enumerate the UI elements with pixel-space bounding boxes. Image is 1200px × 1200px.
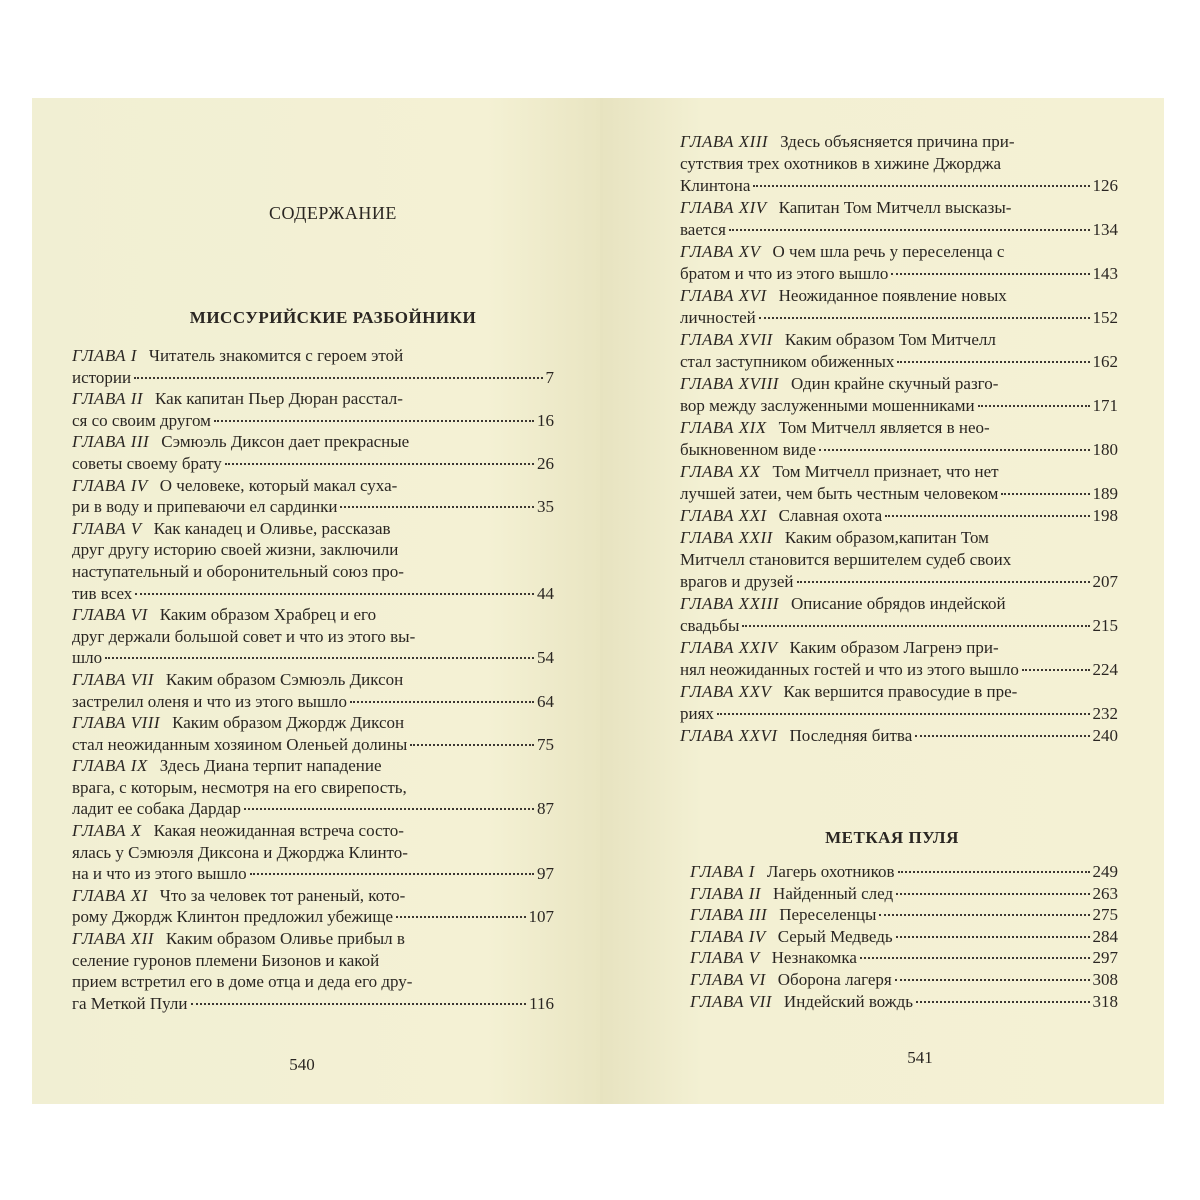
chapter-title-line: нял неожиданных гостей и что из этого вышло [680,660,1019,679]
chapter-title-line: Здесь Диана терпит нападение [159,756,382,776]
toc-entry [72,669,554,712]
chapter-label: ГЛАВА IX [72,756,148,776]
page-ref: 249 [1092,862,1118,881]
toc-entry [72,388,554,431]
toc-entry [680,593,1118,637]
dot-leader [717,713,1090,715]
page-ref: 162 [1092,352,1118,371]
page-ref: 240 [1092,726,1118,745]
toc-list-left [72,345,554,1014]
chapter-title-line: Славная охота [778,506,883,525]
dot-leader [797,581,1090,583]
chapter-title-line: врагов и друзей [680,572,794,591]
dot-leader [753,185,1089,187]
chapter-title-line: Здесь объясняется причина при- [780,132,1015,151]
toc-entry [680,637,1118,681]
chapter-title-line: друг держали большой совет и что из этого вы- [72,626,416,646]
chapter-title-line: О человеке, который макал суха- [159,475,398,495]
left-page [32,98,600,1104]
toc-entry [72,475,554,518]
toc-entry [72,928,554,1014]
dot-leader [1022,669,1090,671]
toc-entry [72,712,554,755]
chapter-label: ГЛАВА IV [72,475,148,495]
chapter-label: ГЛАВА XII [72,929,154,949]
page-ref: 152 [1092,308,1118,327]
page-ref: 318 [1092,991,1118,1011]
toc-entry [680,417,1118,461]
toc-entry [72,820,554,885]
chapter-title-line: Каким образом Оливье прибыл в [165,929,405,949]
chapter-label: ГЛАВА V [72,518,142,538]
dot-leader [895,979,1090,981]
toc-entry [72,518,554,604]
chapter-title-line: наступательный и оборонительный союз про- [72,561,404,581]
toc-entry [680,461,1118,505]
chapter-title-line: Незнакомка [771,948,857,968]
chapter-label: ГЛАВА VII [690,991,772,1011]
chapter-title-line: тив всех [72,583,133,603]
dot-leader [105,657,534,659]
chapter-title-line: Найденный след [773,883,894,903]
chapter-title-line: О чем шла речь у переселенца с [772,242,1005,261]
page-ref: 44 [537,583,554,603]
chapter-title-line: лучшей затеи, чем быть честным человеком [680,484,999,503]
dot-leader [214,420,534,422]
chapter-label: ГЛАВА XVIII [680,374,779,393]
page-ref: 75 [537,734,554,754]
page-ref: 64 [537,691,554,711]
toc-entry [680,505,1118,527]
toc-entry [690,861,1118,883]
chapter-label: ГЛАВА XXI [680,506,767,525]
chapter-label: ГЛАВА II [690,883,762,903]
chapter-title-line: ладит ее собака Дардар [72,799,241,819]
chapter-title-line: рому Джордж Клинтон предложил убежище [72,907,394,927]
page-ref: 284 [1092,926,1118,946]
page-ref: 26 [537,453,554,473]
dot-leader [729,229,1090,231]
chapter-label: ГЛАВА XVI [680,286,767,305]
chapter-title-line: Переселенцы [779,905,877,925]
right-page [600,98,1164,1104]
toc-entry [680,241,1118,285]
book-title-missouri: МИССУРИЙСКИЕ РАЗБОЙНИКИ [189,308,477,327]
chapter-title-line: вается [680,220,726,239]
chapter-title-line: селение гуронов племени Бизонов и какой [72,950,380,970]
chapter-title-line: Один крайне скучный разго- [790,374,999,393]
chapter-title-line: Неожиданное появление новых [778,286,1007,305]
chapter-label: ГЛАВА I [690,862,755,881]
chapter-title-line: братом и что из этого вышло [680,264,889,283]
chapter-title-line: быкновенном виде [680,440,817,459]
chapter-label: ГЛАВА I [72,346,137,365]
chapter-label: ГЛАВА XXVI [680,726,778,745]
chapter-label: ГЛАВА XIII [680,132,769,151]
dot-leader [410,744,534,746]
chapter-title-line: стал заступником обиженных [680,352,895,371]
page-ref: 35 [537,497,554,517]
page-ref: 207 [1092,572,1118,591]
contents-title: СОДЕРЖАНИЕ [269,203,397,223]
toc-entry [680,329,1118,373]
dot-leader [135,593,534,595]
chapter-label: ГЛАВА XXIII [680,594,779,613]
dot-leader [350,701,534,703]
dot-leader [885,515,1089,517]
toc-entry [690,926,1118,948]
dot-leader [340,506,534,508]
dot-leader [896,936,1090,938]
page-ref: 97 [537,864,554,884]
page-ref: 263 [1092,883,1118,903]
chapter-title-line: Как вершится правосудие в пре- [783,682,1018,701]
toc-list-right [680,131,1118,747]
chapter-title-line: Каким образом Храбрец и его [159,605,377,625]
toc-entry [72,755,554,820]
chapter-title-line: друг другу историю своей жизни, заключили [72,540,399,560]
toc-entry [690,947,1118,969]
chapter-title-line: шло [72,648,103,668]
chapter-label: ГЛАВА VI [72,605,148,625]
toc-entry [690,883,1118,905]
page-ref: 297 [1092,948,1118,968]
chapter-title-line: Том Митчелл признает, что нет [772,462,999,481]
dot-leader [898,871,1090,873]
chapter-title-line: Каким образом Том Митчелл [784,330,996,349]
chapter-title-line: вор между заслуженными мошенниками [680,396,975,415]
chapter-title-line: риях [680,704,714,723]
dot-leader [759,317,1090,319]
page-ref: 215 [1092,616,1118,635]
chapter-title-line: Капитан Том Митчелл высказы- [778,198,1012,217]
page-ref: 107 [528,907,554,927]
page-number-left: 540 [289,1055,315,1074]
chapter-title-line: Каким образом Джордж Диксон [172,713,405,733]
chapter-label: ГЛАВА VIII [72,713,161,733]
dot-leader [134,377,542,379]
chapter-label: ГЛАВА XX [680,462,761,481]
chapter-title-line: Митчелл становится вершителем судеб своих [680,550,1012,569]
chapter-title-line: ялась у Сэмюэля Диксона и Джорджа Клинто- [72,842,408,862]
dot-leader [819,449,1089,451]
chapter-label: ГЛАВА XV [680,242,761,261]
toc-entry [680,131,1118,197]
chapter-title-line: Каким образом Сэмюэль Диксон [165,669,404,689]
page-ref: 275 [1092,905,1118,925]
chapter-title-line: Лагерь охотников [766,862,895,881]
chapter-label: ГЛАВА XI [72,885,148,905]
toc-entry [690,969,1118,991]
chapter-label: ГЛАВА VII [72,669,154,689]
dot-leader [244,808,534,810]
page-ref: 198 [1092,506,1118,525]
dot-leader [978,405,1090,407]
page-ref: 143 [1092,264,1118,283]
chapter-title-line: Каким образом Лагренэ при- [789,638,999,657]
page-ref: 87 [537,799,554,819]
chapter-title-line: сутствия трех охотников в хижине Джорджа [680,154,1002,173]
page-ref: 232 [1092,704,1118,723]
chapter-title-line: советы своему брату [72,453,222,473]
chapter-label: ГЛАВА XIX [680,418,767,437]
chapter-title-line: га Меткой Пули [72,993,188,1013]
chapter-label: ГЛАВА III [690,905,768,925]
chapter-title-line: Каким образом,капитан Том [784,528,989,547]
page-number-right: 541 [907,1048,933,1067]
page-ref: 189 [1092,484,1118,503]
page-ref: 7 [545,367,554,387]
chapter-title-line: личностей [680,308,756,327]
chapter-title-line: Описание обрядов индейской [790,594,1006,613]
page-ref: 126 [1092,176,1118,195]
chapter-title-line: истории [72,367,132,387]
dot-leader [879,914,1089,916]
book-title-metkaya-pulya: МЕТКАЯ ПУЛЯ [825,828,959,847]
chapter-title-line: Какая неожиданная встреча состо- [153,821,404,841]
dot-leader [225,463,534,465]
chapter-title-line: Как канадец и Оливье, рассказав [153,518,391,538]
chapter-title-line: Серый Медведь [777,926,893,946]
page-ref: 134 [1092,220,1118,239]
chapter-title-line: Оборона лагеря [777,969,892,989]
toc-entry [72,345,554,388]
chapter-label: ГЛАВА III [72,432,150,452]
chapter-title-line: ся со своим другом [72,410,211,430]
toc-entry [72,604,554,669]
toc-entry [72,885,554,928]
page-ref: 171 [1092,396,1118,415]
dot-leader [860,957,1090,959]
chapter-title-line: Индейский вождь [783,991,913,1011]
dot-leader [915,735,1089,737]
toc-entry [690,991,1118,1013]
chapter-label: ГЛАВА X [72,821,142,841]
dot-leader [396,916,525,918]
page-ref: 180 [1092,440,1118,459]
chapter-title-line: прием встретил его в доме отца и деда его дру- [72,972,413,992]
toc-entry [680,527,1118,593]
toc-entry [690,904,1118,926]
chapter-title-line: стал неожиданным хозяином Оленьей долины [72,734,408,754]
page-ref: 116 [529,993,554,1013]
dot-leader [896,893,1089,895]
page-ref: 224 [1092,660,1118,679]
dot-leader [897,361,1089,363]
toc-entry [72,431,554,474]
dot-leader [191,1003,527,1005]
chapter-title-line: врага, с которым, несмотря на его свирепость, [72,777,407,797]
dot-leader [916,1001,1090,1003]
chapter-title-line: ри в воду и припеваючи ел сардинки [72,497,338,517]
chapter-label: ГЛАВА XIV [680,198,767,217]
toc-entry [680,681,1118,725]
chapter-title-line: Сэмюэль Диксон дает прекрасные [161,432,410,452]
toc-entry [680,285,1118,329]
toc-entry [680,373,1118,417]
chapter-title-line: Что за человек тот раненый, кото- [159,885,406,905]
dot-leader [742,625,1089,627]
chapter-label: ГЛАВА II [72,389,144,409]
chapter-title-line: Как капитан Пьер Дюран расстал- [155,389,403,409]
chapter-label: ГЛАВА VI [690,969,766,989]
chapter-label: ГЛАВА V [690,948,760,968]
chapter-title-line: на и что из этого вышло [72,864,247,884]
toc-list-metkaya-pulya [690,861,1118,1012]
chapter-title-line: Последняя битва [789,726,913,745]
chapter-title-line: Клинтона [680,176,751,195]
dot-leader [891,273,1089,275]
toc-entry [680,197,1118,241]
chapter-title-line: Том Митчелл является в нео- [778,418,990,437]
chapter-label: ГЛАВА XVII [680,330,773,349]
chapter-label: ГЛАВА XXIV [680,638,778,657]
chapter-label: ГЛАВА XXV [680,682,772,701]
chapter-title-line: Читатель знакомится с героем этой [148,346,404,365]
chapter-label: ГЛАВА XXII [680,528,773,547]
page-ref: 308 [1092,969,1118,989]
chapter-label: ГЛАВА IV [690,926,766,946]
chapter-title-line: свадьбы [680,616,740,635]
chapter-title-line: застрелил оленя и что из этого вышло [72,691,348,711]
page-ref: 54 [537,648,554,668]
dot-leader [1001,493,1089,495]
dot-leader [250,873,534,875]
toc-entry [680,725,1118,747]
page-ref: 16 [537,410,554,430]
